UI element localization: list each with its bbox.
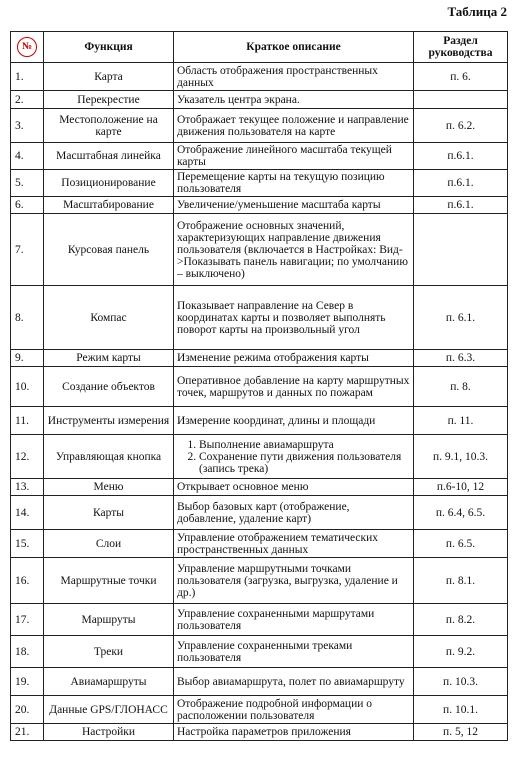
header-function: Функция — [44, 32, 174, 63]
row-description: Перемещение карты на текущую позицию пользователя — [174, 170, 414, 197]
row-number: 8. — [11, 286, 44, 350]
row-number: 9. — [11, 350, 44, 367]
row-function: Курсовая панель — [44, 214, 174, 286]
table-row — [11, 350, 508, 367]
row-number: 13. — [11, 479, 44, 496]
row-function: Местоположение на карте — [44, 109, 174, 143]
row-section: п. 9.1, 10.3. — [414, 435, 508, 479]
table-row — [11, 668, 508, 696]
row-section: п. 10.1. — [414, 696, 508, 724]
row-description: Отображение основных значений, характеризующих направление движения пользователя (включается в Настройках: Вид->Показывать панель навигации; по умолчанию – выключено) — [174, 214, 414, 286]
table-row — [11, 496, 508, 530]
row-function: Маршруты — [44, 604, 174, 636]
row-description: Выбор авиамаршрута, полет по авиамаршруту — [174, 668, 414, 696]
table-row — [11, 91, 508, 109]
row-description: Область отображения пространственных данных — [174, 63, 414, 91]
table-row — [11, 479, 508, 496]
header-description: Краткое описание — [174, 32, 414, 63]
row-section: п. 5, 12 — [414, 724, 508, 741]
row-function: Масштабная линейка — [44, 143, 174, 170]
row-section — [414, 214, 508, 286]
row-function: Маршрутные точки — [44, 558, 174, 604]
row-function: Инструменты измерения — [44, 407, 174, 435]
row-section: п. 8.1. — [414, 558, 508, 604]
row-function: Треки — [44, 636, 174, 668]
row-number: 7. — [11, 214, 44, 286]
row-function: Позиционирование — [44, 170, 174, 197]
table-row — [11, 558, 508, 604]
row-description: Настройка параметров приложения — [174, 724, 414, 741]
row-description: Показывает направление на Север в координатах карты и позволяет выполнять поворот карты на произвольный угол — [174, 286, 414, 350]
row-function: Настройки — [44, 724, 174, 741]
row-description: Выбор базовых карт (отображение, добавление, удаление карт) — [174, 496, 414, 530]
row-section: п. 6.1. — [414, 286, 508, 350]
row-description: Отображает текущее положение и направление движения пользователя на карте — [174, 109, 414, 143]
row-section: п. 9.2. — [414, 636, 508, 668]
row-description: Оперативное добавление на карту маршрутных точек, маршрутов и данных по пожарам — [174, 367, 414, 407]
row-section: п. 6. — [414, 63, 508, 91]
row-number: 3. — [11, 109, 44, 143]
table-row — [11, 367, 508, 407]
table-caption: Таблица 2 — [447, 4, 507, 19]
row-description: Указатель центра экрана. — [174, 91, 414, 109]
row-number: 1. — [11, 63, 44, 91]
row-section: п. 11. — [414, 407, 508, 435]
row-section: п. 6.4, 6.5. — [414, 496, 508, 530]
table-row — [11, 109, 508, 143]
table-row — [11, 530, 508, 558]
row-number: 2. — [11, 91, 44, 109]
table-row — [11, 214, 508, 286]
row-number: 21. — [11, 724, 44, 741]
description-list-item: 2. Сохранение пути движения пользователя (запись трека) — [199, 451, 410, 475]
row-description: Управление сохраненными треками пользователя — [174, 636, 414, 668]
row-section: п. 6.2. — [414, 109, 508, 143]
row-description: Изменение режима отображения карты — [174, 350, 414, 367]
table-row — [11, 407, 508, 435]
row-number: 4. — [11, 143, 44, 170]
row-function: Режим карты — [44, 350, 174, 367]
row-function: Масштабирование — [44, 197, 174, 214]
row-description: Управление сохраненными маршрутами пользователя — [174, 604, 414, 636]
row-description: Отображение подробной информации о расположении пользователя — [174, 696, 414, 724]
row-section: п.6.1. — [414, 170, 508, 197]
row-description — [174, 435, 414, 479]
row-description: Измерение координат, длины и площади — [174, 407, 414, 435]
row-section: п. 6.5. — [414, 530, 508, 558]
functions-table — [10, 31, 508, 741]
row-function: Создание объектов — [44, 367, 174, 407]
row-number: 6. — [11, 197, 44, 214]
row-section: п.6.1. — [414, 197, 508, 214]
row-function: Слои — [44, 530, 174, 558]
row-section: п. 8.2. — [414, 604, 508, 636]
description-list — [177, 439, 410, 475]
table-row — [11, 143, 508, 170]
row-number: 17. — [11, 604, 44, 636]
row-section: п.6-10, 12 — [414, 479, 508, 496]
table-row — [11, 63, 508, 91]
row-function: Авиамаршруты — [44, 668, 174, 696]
row-function: Карты — [44, 496, 174, 530]
table-header-row — [11, 32, 508, 63]
row-number: 16. — [11, 558, 44, 604]
row-number: 11. — [11, 407, 44, 435]
row-function: Данные GPS/ГЛОНАСС — [44, 696, 174, 724]
table-row — [11, 435, 508, 479]
table-row — [11, 636, 508, 668]
row-number: 14. — [11, 496, 44, 530]
header-number: № — [11, 32, 44, 63]
row-number: 18. — [11, 636, 44, 668]
row-number: 19. — [11, 668, 44, 696]
header-section: Раздел руководства — [414, 32, 508, 63]
row-number: 10. — [11, 367, 44, 407]
row-number: 20. — [11, 696, 44, 724]
table-row — [11, 170, 508, 197]
row-function: Меню — [44, 479, 174, 496]
row-description: Управление отображением тематических пространственных данных — [174, 530, 414, 558]
row-number: 15. — [11, 530, 44, 558]
row-number: 5. — [11, 170, 44, 197]
table-row — [11, 286, 508, 350]
row-section: п. 6.3. — [414, 350, 508, 367]
row-description: Управление маршрутными точками пользователя (загрузка, выгрузка, удаление и др.) — [174, 558, 414, 604]
row-function: Управляющая кнопка — [44, 435, 174, 479]
row-section: п.6.1. — [414, 143, 508, 170]
row-function: Карта — [44, 63, 174, 91]
row-number: 12. — [11, 435, 44, 479]
table-row — [11, 604, 508, 636]
row-description: Открывает основное меню — [174, 479, 414, 496]
row-description: Увеличение/уменьшение масштаба карты — [174, 197, 414, 214]
table-row — [11, 197, 508, 214]
row-section — [414, 91, 508, 109]
row-section: п. 8. — [414, 367, 508, 407]
row-description: Отображение линейного масштаба текущей карты — [174, 143, 414, 170]
row-section: п. 10.3. — [414, 668, 508, 696]
description-list-item: 1. Выполнение авиамаршрута — [199, 439, 410, 451]
row-function: Компас — [44, 286, 174, 350]
row-function: Перекрестие — [44, 91, 174, 109]
table-row — [11, 696, 508, 724]
table-row — [11, 724, 508, 741]
